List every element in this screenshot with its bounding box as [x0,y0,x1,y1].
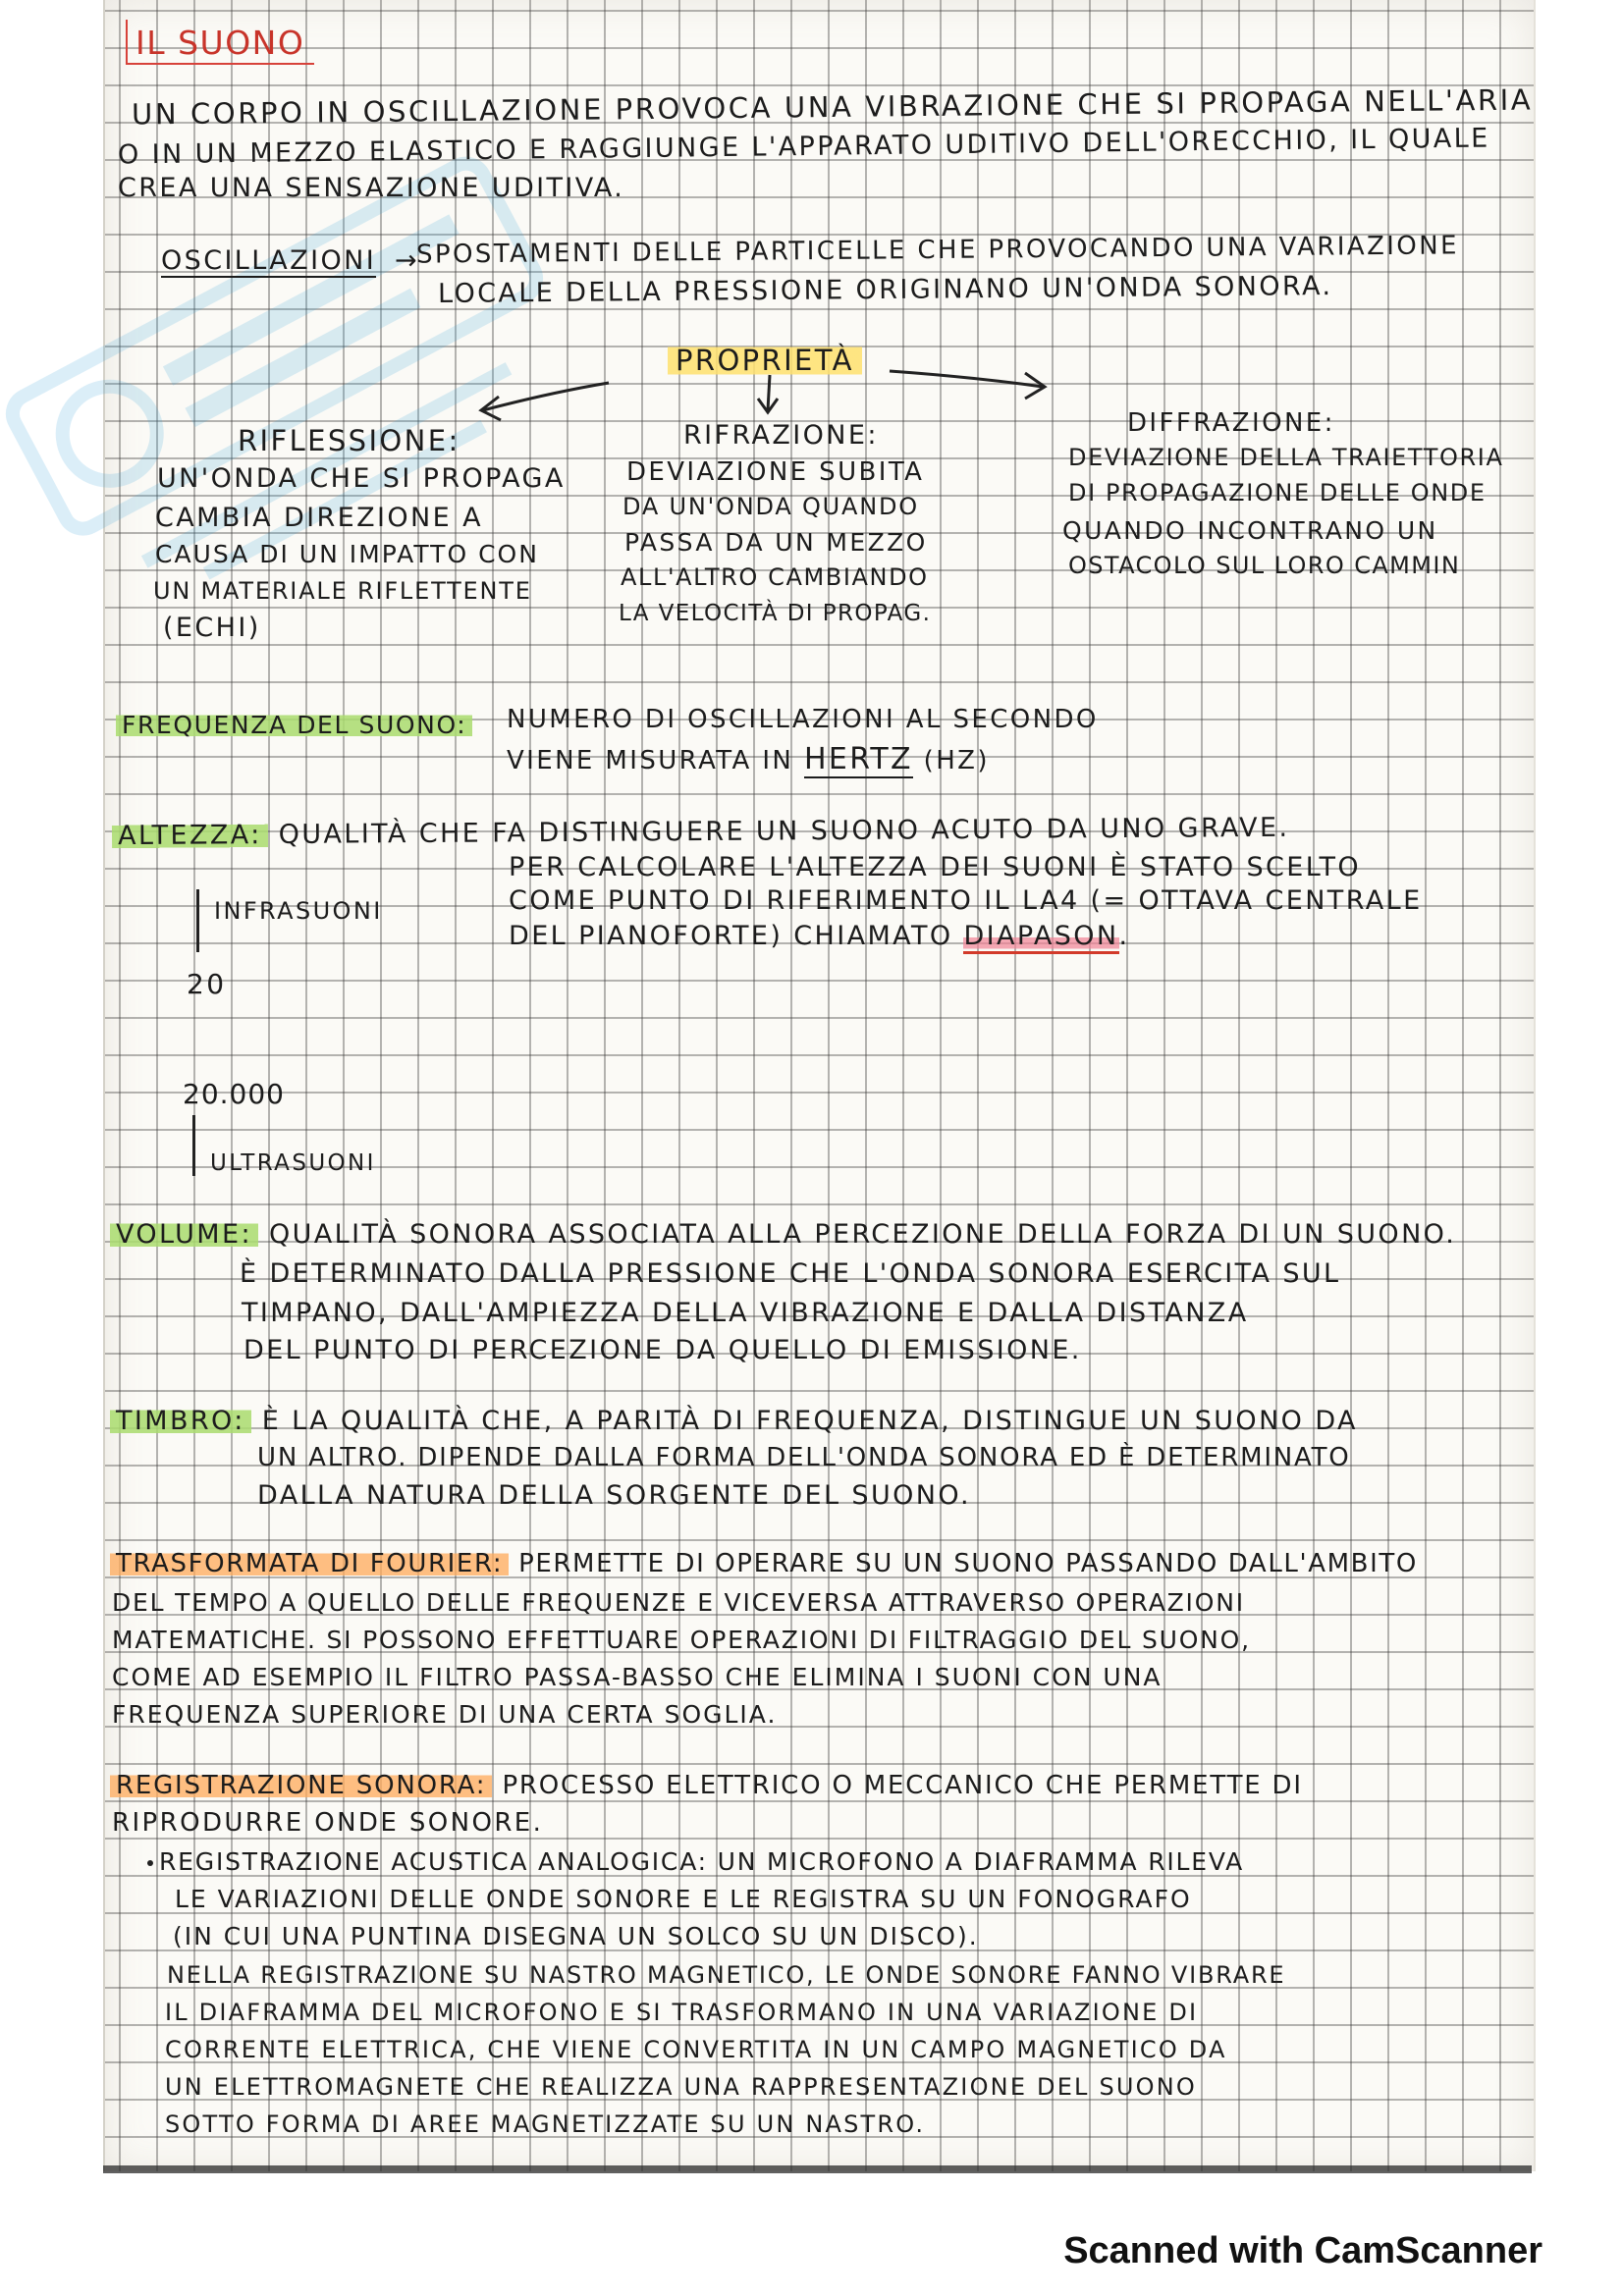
nastro-line-1: NELLA REGISTRAZIONE SU NASTRO MAGNETICO, LE ONDE SONORE FANNO VIBRARE [167,1961,1286,1989]
rifrazione-line-5: LA VELOCITÀ DI PROPAG. [619,601,932,626]
fourier-line-1 [110,1549,1418,1578]
riflessione-line-4: UN MATERIALE RIFLETTENTE [153,577,532,605]
altezza-line-3: COME PUNTO DI RIFERIMENTO IL LA4 (= OTTAVA CENTRALE [509,885,1423,916]
timbro-line-2: UN ALTRO. DIPENDE DALLA FORMA DELL'ONDA SONORA ED È DETERMINATO [257,1443,1351,1472]
volume-line-1 [110,1219,1456,1250]
camscanner-footer: Scanned with CamScanner [1063,2230,1542,2271]
fourier-label: TRASFORMATA DI FOURIER: [110,1549,509,1578]
frequenza-label: FREQUENZA DEL SUONO: [116,711,472,739]
diapason-word: DIAPASON [963,921,1118,954]
oscillazioni-label: OSCILLAZIONI [161,245,377,276]
frequenza-term [116,711,472,739]
altezza-line-4-post: . [1118,921,1130,951]
value-20000: 20.000 [183,1078,285,1110]
volume-line-2: È DETERMINATO DALLA PRESSIONE CHE L'ONDA SONORA ESERCITA SUL [240,1258,1341,1289]
bullet-dot-icon [147,1860,153,1866]
intro-line-3: CREA UNA SENSAZIONE UDITIVA. [118,173,625,203]
hertz-word: HERTZ [803,742,913,776]
frequenza-line-2-pre: VIENE MISURATA IN [507,746,804,775]
registrazione-label: REGISTRAZIONE SONORA: [110,1771,492,1800]
diffrazione-line-1: DEVIAZIONE DELLA TRAIETTORIA [1068,444,1504,471]
nastro-line-2: IL DIAFRAMMA DEL MICROFONO E SI TRASFORMANO IN UNA VARIAZIONE DI [165,1999,1199,2026]
rifrazione-line-3: PASSA DA UN MEZZO [624,528,928,557]
nastro-line-5: SOTTO FORMA DI AREE MAGNETIZZATE SU UN NASTRO. [165,2110,926,2138]
ultrasuoni-label: ULTRASUONI [210,1150,376,1176]
altezza-line-4-pre: DEL PIANOFORTE) CHIAMATO [509,921,964,951]
timbro-line-1-text: È LA QUALITÀ CHE, A PARITÀ DI FREQUENZA, DISTINGUE UN SUONO DA [261,1406,1358,1436]
rifrazione-line-1: DEVIAZIONE SUBITA [626,457,925,487]
registrazione-bullet-text: REGISTRAZIONE ACUSTICA ANALOGICA: UN MICROFONO A DIAFRAMMA RILEVA [159,1847,1245,1876]
frequenza-line-1: NUMERO DI OSCILLAZIONI AL SECONDO [507,705,1099,734]
diffrazione-line-4: OSTACOLO SUL LORO CAMMIN [1068,552,1461,579]
rifrazione-title: RIFRAZIONE: [683,420,879,451]
proprieta-title [668,344,862,377]
oscillazioni-term [161,245,419,276]
timbro-line-1 [110,1406,1358,1436]
altezza-line-1-text: QUALITÀ CHE FA DISTINGUERE UN SUONO ACUTO DA UNO GRAVE. [278,812,1290,851]
volume-label: VOLUME: [110,1219,258,1250]
infrasuoni-label: INFRASUONI [214,897,383,925]
arrow-right-icon: → [395,245,420,276]
fourier-line-3: MATEMATICHE. SI POSSONO EFFETTUARE OPERAZIONI DI FILTRAGGIO DEL SUONO, [112,1626,1251,1654]
altezza-line-2: PER CALCOLARE L'ALTEZZA DEI SUONI È STATO SCELTO [509,852,1362,882]
frequenza-line-2 [507,742,990,776]
notebook-page [103,0,1536,2171]
diffrazione-line-3: QUANDO INCONTRANO UN [1062,516,1438,545]
ultrasuoni-bar [192,1115,195,1176]
riflessione-line-2: CAMBIA DIREZIONE A [155,503,483,533]
registrazione-bullet [147,1847,1244,1876]
diffrazione-line-2: DI PROPAGAZIONE DELLE ONDE [1068,479,1487,507]
timbro-label: TIMBRO: [110,1406,251,1436]
page-bottom-edge [103,2165,1532,2173]
timbro-line-3: DALLA NATURA DELLA SORGENTE DEL SUONO. [257,1480,971,1511]
volume-line-4: DEL PUNTO DI PERCEZIONE DA QUELLO DI EMISSIONE. [243,1335,1082,1365]
nastro-line-4: UN ELETTROMAGNETE CHE REALIZZA UNA RAPPRESENTAZIONE DEL SUONO [165,2073,1197,2101]
riflessione-title: RIFLESSIONE: [238,424,460,457]
registrazione-bullet-line-1: LE VARIAZIONI DELLE ONDE SONORE E LE REGISTRA SU UN FONOGRAFO [175,1885,1192,1913]
page-title: IL SUONO [135,24,305,62]
riflessione-line-5: (ECHI) [163,613,261,643]
fourier-line-1-text: PERMETTE DI OPERARE SU UN SUONO PASSANDO DALL'AMBITO [518,1549,1418,1578]
oscillazioni-line-2: LOCALE DELLA PRESSIONE ORIGINANO UN'ONDA SONORA. [437,271,1333,309]
riflessione-line-3: CAUSA DI UN IMPATTO CON [155,540,539,568]
riflessione-line-1: UN'ONDA CHE SI PROPAGA [157,463,566,494]
proprieta-title-text: PROPRIETÀ [668,344,862,377]
altezza-label: ALTEZZA: [112,820,268,851]
intro-line-1: UN CORPO IN OSCILLAZIONE PROVOCA UNA VIBRAZIONE CHE SI PROPAGA NELL'ARIA [131,82,1534,132]
diffrazione-title: DIFFRAZIONE: [1127,408,1335,438]
oscillazioni-line-1: SPOSTAMENTI DELLE PARTICELLE CHE PROVOCANDO UNA VARIAZIONE [415,231,1459,270]
volume-line-3: TIMPANO, DALL'AMPIEZZA DELLA VIBRAZIONE E DALLA DISTANZA [242,1298,1249,1328]
infrasuoni-bar [196,889,199,952]
value-20: 20 [187,968,227,1000]
fourier-line-5: FREQUENZA SUPERIORE DI UNA CERTA SOGLIA. [112,1700,778,1729]
registrazione-line-1 [110,1771,1303,1800]
nastro-line-3: CORRENTE ELETTRICA, CHE VIENE CONVERTITA IN UN CAMPO MAGNETICO DA [165,2036,1227,2063]
registrazione-line-2: RIPRODURRE ONDE SONORE. [112,1808,544,1838]
altezza-line-4 [509,921,1130,951]
fourier-line-4: COME AD ESEMPIO IL FILTRO PASSA-BASSO CHE ELIMINA I SUONI CON UNA [112,1663,1163,1691]
intro-line-2: O IN UN MEZZO ELASTICO E RAGGIUNGE L'APPARATO UDITIVO DELL'ORECCHIO, IL QUALE [117,123,1490,171]
registrazione-bullet-line-2: (IN CUI UNA PUNTINA DISEGNA UN SOLCO SU UN DISCO). [173,1922,979,1950]
registrazione-line-1-text: PROCESSO ELETTRICO O MECCANICO CHE PERMETTE DI [502,1771,1303,1800]
frequenza-line-2-post: (HZ) [913,746,990,775]
rifrazione-line-2: DA UN'ONDA QUANDO [622,493,919,520]
fourier-line-2: DEL TEMPO A QUELLO DELLE FREQUENZE E VICEVERSA ATTRAVERSO OPERAZIONI [112,1588,1245,1617]
volume-line-1-text: QUALITÀ SONORA ASSOCIATA ALLA PERCEZIONE DELLA FORZA DI UN SUONO. [268,1219,1457,1250]
rifrazione-line-4: ALL'ALTRO CAMBIANDO [621,563,929,591]
